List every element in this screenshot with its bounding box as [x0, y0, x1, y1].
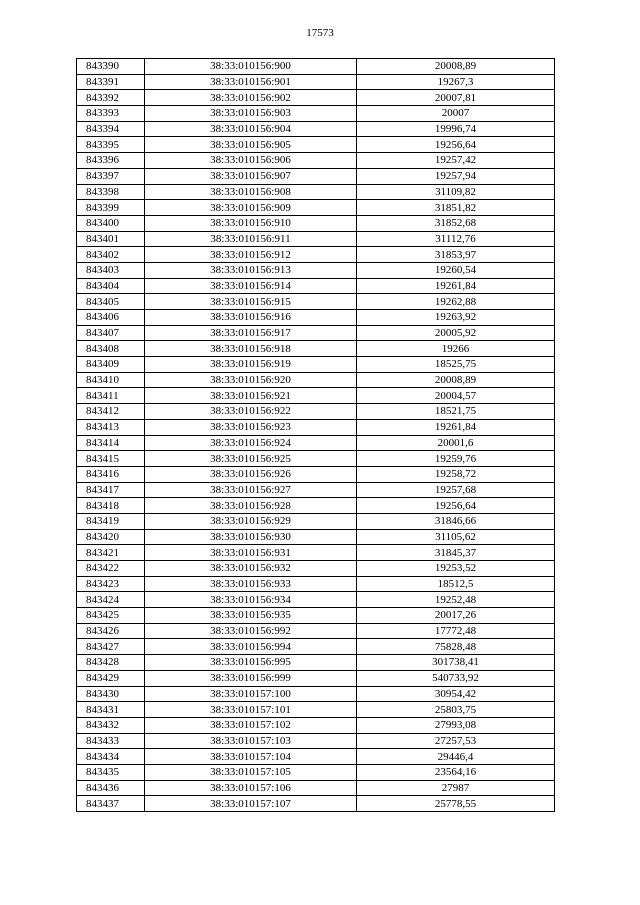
record-number-cell: 843410: [77, 372, 145, 388]
table-row: [77, 341, 555, 357]
value-cell: 31851,82: [357, 200, 555, 216]
table-row: [77, 435, 555, 451]
record-number-cell: 843419: [77, 513, 145, 529]
cadastral-number-cell: 38:33:010156:929: [145, 513, 357, 529]
value-cell: 19266: [357, 341, 555, 357]
registry-table: [76, 58, 555, 812]
cadastral-number-cell: 38:33:010156:928: [145, 498, 357, 514]
cadastral-number-cell: 38:33:010156:908: [145, 184, 357, 200]
value-cell: 19259,76: [357, 451, 555, 467]
table-row: [77, 184, 555, 200]
table-row: [77, 372, 555, 388]
record-number-cell: 843402: [77, 247, 145, 263]
record-number-cell: 843426: [77, 623, 145, 639]
value-cell: 19262,88: [357, 294, 555, 310]
record-number-cell: 843408: [77, 341, 145, 357]
table-row: [77, 466, 555, 482]
cadastral-number-cell: 38:33:010156:930: [145, 529, 357, 545]
record-number-cell: 843403: [77, 262, 145, 278]
value-cell: 19267,3: [357, 74, 555, 90]
record-number-cell: 843395: [77, 137, 145, 153]
record-number-cell: 843422: [77, 561, 145, 577]
table-row: [77, 733, 555, 749]
record-number-cell: 843407: [77, 325, 145, 341]
value-cell: 27993,08: [357, 717, 555, 733]
table-row: [77, 749, 555, 765]
record-number-cell: 843436: [77, 780, 145, 796]
table-row: [77, 168, 555, 184]
cadastral-number-cell: 38:33:010156:906: [145, 153, 357, 169]
cadastral-number-cell: 38:33:010156:992: [145, 623, 357, 639]
value-cell: 20005,92: [357, 325, 555, 341]
table-row: [77, 74, 555, 90]
table-row: [77, 482, 555, 498]
cadastral-number-cell: 38:33:010156:907: [145, 168, 357, 184]
table-row: [77, 451, 555, 467]
record-number-cell: 843409: [77, 357, 145, 373]
value-cell: 18525,75: [357, 357, 555, 373]
cadastral-number-cell: 38:33:010156:902: [145, 90, 357, 106]
value-cell: 25803,75: [357, 702, 555, 718]
cadastral-number-cell: 38:33:010156:927: [145, 482, 357, 498]
record-number-cell: 843400: [77, 215, 145, 231]
record-number-cell: 843398: [77, 184, 145, 200]
value-cell: 17772,48: [357, 623, 555, 639]
value-cell: 75828,48: [357, 639, 555, 655]
cadastral-number-cell: 38:33:010156:924: [145, 435, 357, 451]
table-row: [77, 576, 555, 592]
record-number-cell: 843417: [77, 482, 145, 498]
record-number-cell: 843437: [77, 796, 145, 812]
table-row: [77, 796, 555, 812]
value-cell: 19261,84: [357, 278, 555, 294]
record-number-cell: 843416: [77, 466, 145, 482]
table-row: [77, 561, 555, 577]
cadastral-number-cell: 38:33:010156:933: [145, 576, 357, 592]
table-row: [77, 780, 555, 796]
record-number-cell: 843412: [77, 404, 145, 420]
table-row: [77, 231, 555, 247]
table-row: [77, 513, 555, 529]
table-row: [77, 623, 555, 639]
record-number-cell: 843427: [77, 639, 145, 655]
record-number-cell: 843418: [77, 498, 145, 514]
registry-table-body: [77, 59, 555, 812]
record-number-cell: 843396: [77, 153, 145, 169]
table-row: [77, 200, 555, 216]
value-cell: 20004,57: [357, 388, 555, 404]
cadastral-number-cell: 38:33:010156:920: [145, 372, 357, 388]
table-row: [77, 419, 555, 435]
value-cell: 18512,5: [357, 576, 555, 592]
table-row: [77, 325, 555, 341]
value-cell: 19996,74: [357, 121, 555, 137]
value-cell: 31845,37: [357, 545, 555, 561]
table-row: [77, 404, 555, 420]
record-number-cell: 843391: [77, 74, 145, 90]
cadastral-number-cell: 38:33:010156:935: [145, 608, 357, 624]
value-cell: 31112,76: [357, 231, 555, 247]
value-cell: 20001,6: [357, 435, 555, 451]
value-cell: 20008,89: [357, 372, 555, 388]
table-row: [77, 137, 555, 153]
cadastral-number-cell: 38:33:010156:905: [145, 137, 357, 153]
record-number-cell: 843414: [77, 435, 145, 451]
table-row: [77, 90, 555, 106]
record-number-cell: 843431: [77, 702, 145, 718]
cadastral-number-cell: 38:33:010156:914: [145, 278, 357, 294]
table-row: [77, 545, 555, 561]
record-number-cell: 843405: [77, 294, 145, 310]
record-number-cell: 843406: [77, 310, 145, 326]
record-number-cell: 843390: [77, 59, 145, 75]
page-number: 17573: [306, 27, 334, 39]
cadastral-number-cell: 38:33:010157:102: [145, 717, 357, 733]
record-number-cell: 843424: [77, 592, 145, 608]
record-number-cell: 843401: [77, 231, 145, 247]
value-cell: 19258,72: [357, 466, 555, 482]
cadastral-number-cell: 38:33:010156:934: [145, 592, 357, 608]
cadastral-number-cell: 38:33:010156:913: [145, 262, 357, 278]
table-row: [77, 764, 555, 780]
value-cell: 19261,84: [357, 419, 555, 435]
cadastral-number-cell: 38:33:010156:918: [145, 341, 357, 357]
record-number-cell: 843434: [77, 749, 145, 765]
value-cell: 27257,53: [357, 733, 555, 749]
table-row: [77, 639, 555, 655]
record-number-cell: 843404: [77, 278, 145, 294]
value-cell: 19263,92: [357, 310, 555, 326]
value-cell: 31846,66: [357, 513, 555, 529]
record-number-cell: 843425: [77, 608, 145, 624]
cadastral-number-cell: 38:33:010156:909: [145, 200, 357, 216]
record-number-cell: 843428: [77, 655, 145, 671]
value-cell: 31853,97: [357, 247, 555, 263]
cadastral-number-cell: 38:33:010156:931: [145, 545, 357, 561]
table-row: [77, 686, 555, 702]
value-cell: 27987: [357, 780, 555, 796]
value-cell: 19256,64: [357, 498, 555, 514]
table-row: [77, 247, 555, 263]
cadastral-number-cell: 38:33:010156:911: [145, 231, 357, 247]
cadastral-number-cell: 38:33:010156:925: [145, 451, 357, 467]
value-cell: 20007,81: [357, 90, 555, 106]
cadastral-number-cell: 38:33:010156:915: [145, 294, 357, 310]
value-cell: 20017,26: [357, 608, 555, 624]
value-cell: 19260,54: [357, 262, 555, 278]
table-row: [77, 608, 555, 624]
record-number-cell: 843393: [77, 106, 145, 122]
table-row: [77, 592, 555, 608]
table-row: [77, 310, 555, 326]
table-row: [77, 215, 555, 231]
record-number-cell: 843413: [77, 419, 145, 435]
value-cell: 19257,42: [357, 153, 555, 169]
cadastral-number-cell: 38:33:010156:904: [145, 121, 357, 137]
table-row: [77, 529, 555, 545]
cadastral-number-cell: 38:33:010156:901: [145, 74, 357, 90]
record-number-cell: 843423: [77, 576, 145, 592]
table-row: [77, 262, 555, 278]
value-cell: 19257,94: [357, 168, 555, 184]
table-row: [77, 278, 555, 294]
table-row: [77, 121, 555, 137]
table-row: [77, 106, 555, 122]
table-row: [77, 702, 555, 718]
value-cell: 19256,64: [357, 137, 555, 153]
table-row: [77, 670, 555, 686]
cadastral-number-cell: 38:33:010157:104: [145, 749, 357, 765]
table-row: [77, 498, 555, 514]
cadastral-number-cell: 38:33:010156:903: [145, 106, 357, 122]
value-cell: 19252,48: [357, 592, 555, 608]
cadastral-number-cell: 38:33:010156:926: [145, 466, 357, 482]
value-cell: 18521,75: [357, 404, 555, 420]
value-cell: 19257,68: [357, 482, 555, 498]
table-row: [77, 59, 555, 75]
cadastral-number-cell: 38:33:010156:921: [145, 388, 357, 404]
cadastral-number-cell: 38:33:010157:101: [145, 702, 357, 718]
cadastral-number-cell: 38:33:010156:922: [145, 404, 357, 420]
cadastral-number-cell: 38:33:010156:995: [145, 655, 357, 671]
cadastral-number-cell: 38:33:010157:103: [145, 733, 357, 749]
value-cell: 25778,55: [357, 796, 555, 812]
value-cell: 20008,89: [357, 59, 555, 75]
cadastral-number-cell: 38:33:010156:900: [145, 59, 357, 75]
value-cell: 30954,42: [357, 686, 555, 702]
value-cell: 540733,92: [357, 670, 555, 686]
table-row: [77, 357, 555, 373]
cadastral-number-cell: 38:33:010157:105: [145, 764, 357, 780]
value-cell: 29446,4: [357, 749, 555, 765]
record-number-cell: 843420: [77, 529, 145, 545]
record-number-cell: 843399: [77, 200, 145, 216]
value-cell: 31852,68: [357, 215, 555, 231]
record-number-cell: 843394: [77, 121, 145, 137]
value-cell: 31105,62: [357, 529, 555, 545]
table-row: [77, 153, 555, 169]
cadastral-number-cell: 38:33:010156:912: [145, 247, 357, 263]
cadastral-number-cell: 38:33:010156:932: [145, 561, 357, 577]
record-number-cell: 843432: [77, 717, 145, 733]
value-cell: 301738,41: [357, 655, 555, 671]
table-row: [77, 388, 555, 404]
record-number-cell: 843392: [77, 90, 145, 106]
value-cell: 23564,16: [357, 764, 555, 780]
record-number-cell: 843421: [77, 545, 145, 561]
record-number-cell: 843411: [77, 388, 145, 404]
table-row: [77, 294, 555, 310]
record-number-cell: 843429: [77, 670, 145, 686]
cadastral-number-cell: 38:33:010156:919: [145, 357, 357, 373]
table-row: [77, 717, 555, 733]
value-cell: 19253,52: [357, 561, 555, 577]
record-number-cell: 843415: [77, 451, 145, 467]
cadastral-number-cell: 38:33:010156:994: [145, 639, 357, 655]
value-cell: 20007: [357, 106, 555, 122]
record-number-cell: 843433: [77, 733, 145, 749]
cadastral-number-cell: 38:33:010156:999: [145, 670, 357, 686]
record-number-cell: 843397: [77, 168, 145, 184]
cadastral-number-cell: 38:33:010156:917: [145, 325, 357, 341]
table-row: [77, 655, 555, 671]
cadastral-number-cell: 38:33:010156:916: [145, 310, 357, 326]
cadastral-number-cell: 38:33:010156:923: [145, 419, 357, 435]
cadastral-number-cell: 38:33:010156:910: [145, 215, 357, 231]
record-number-cell: 843435: [77, 764, 145, 780]
cadastral-number-cell: 38:33:010157:106: [145, 780, 357, 796]
record-number-cell: 843430: [77, 686, 145, 702]
cadastral-number-cell: 38:33:010157:100: [145, 686, 357, 702]
value-cell: 31109,82: [357, 184, 555, 200]
cadastral-number-cell: 38:33:010157:107: [145, 796, 357, 812]
